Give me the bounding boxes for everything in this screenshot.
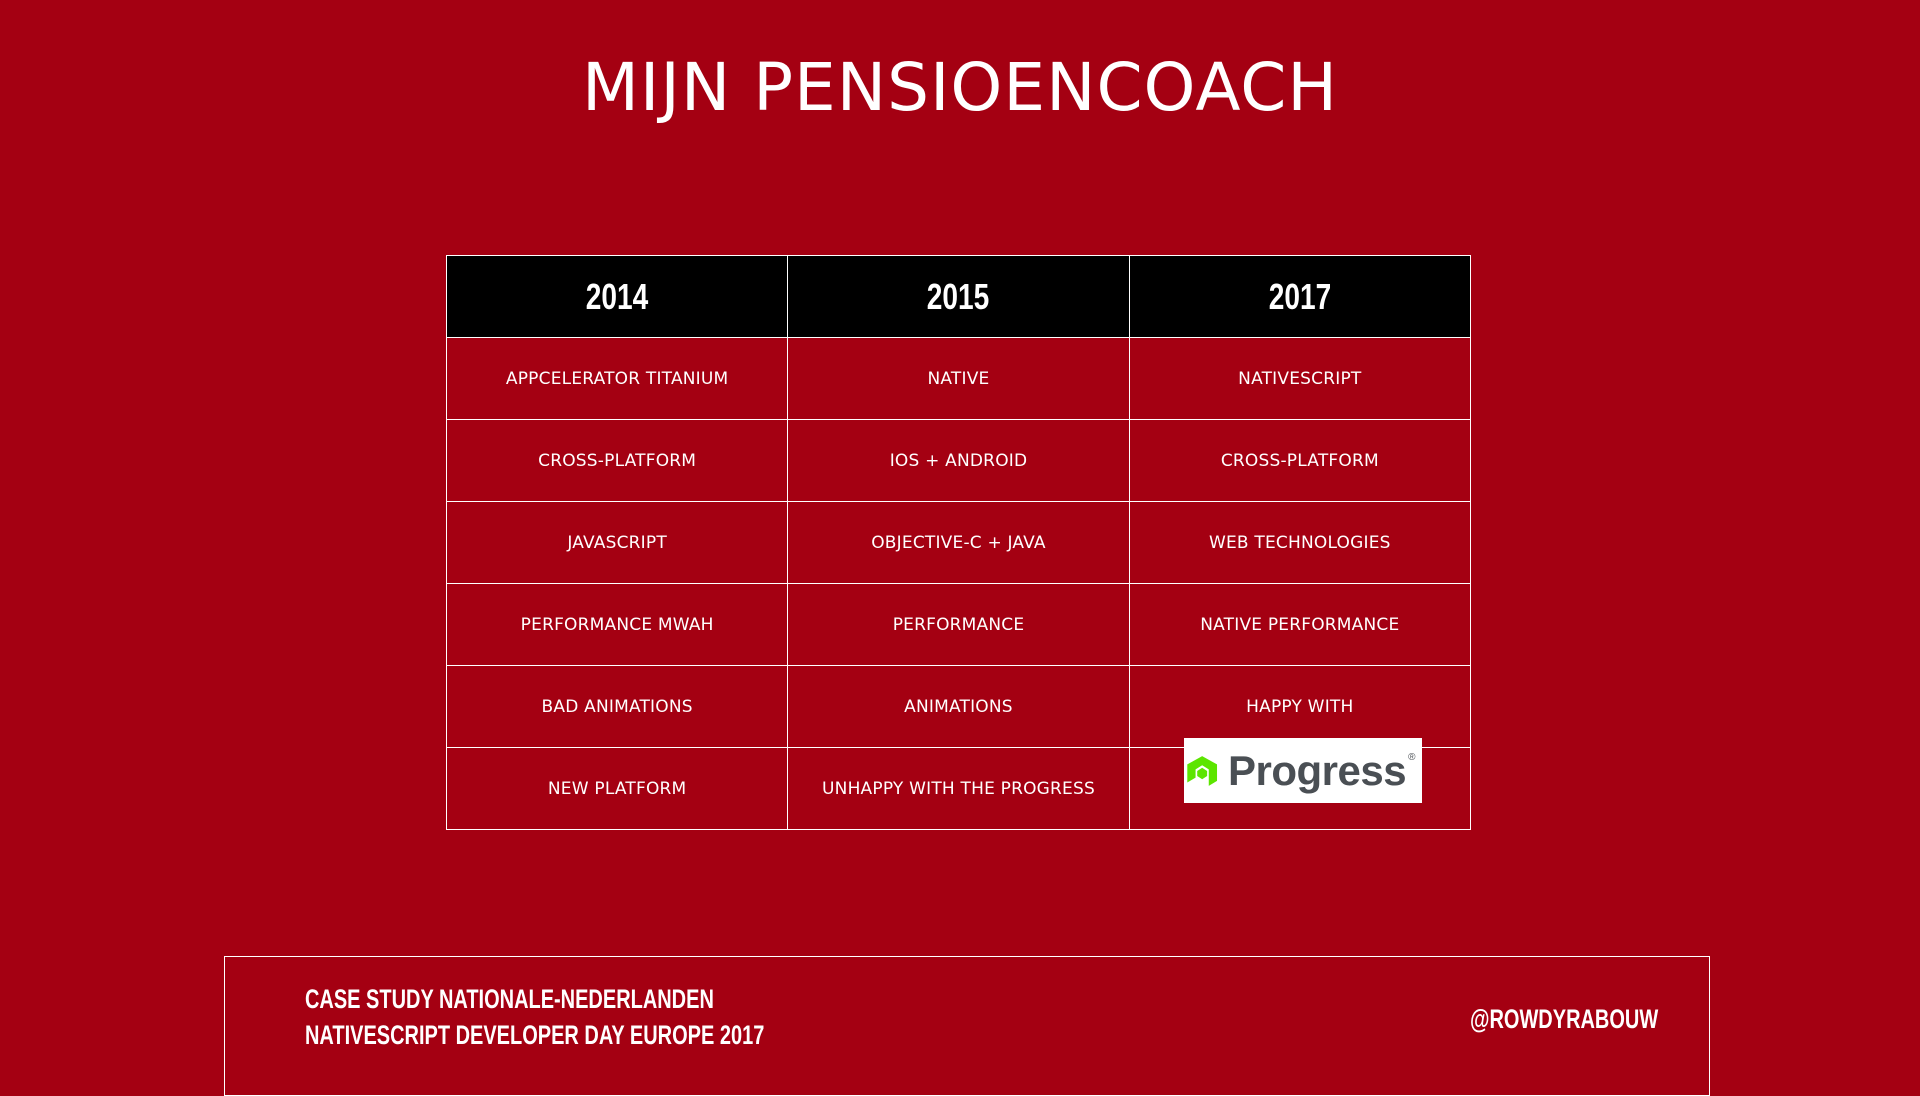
table-cell: APPCELERATOR TITANIUM <box>447 338 788 420</box>
table-row <box>447 748 1471 830</box>
table-cell: IOS + ANDROID <box>788 420 1129 502</box>
header-year-1: 2014 <box>447 256 788 338</box>
table-cell: NATIVESCRIPT <box>1129 338 1470 420</box>
registered-mark: ® <box>1408 752 1416 763</box>
footer-event: NATIVESCRIPT DEVELOPER DAY EUROPE 2017 <box>305 1020 765 1050</box>
progress-logo-icon <box>1184 749 1220 793</box>
progress-logo <box>1184 738 1422 803</box>
header-year-3: 2017 <box>1129 256 1470 338</box>
table-row <box>447 420 1471 502</box>
table-cell: UNHAPPY WITH THE PROGRESS <box>788 748 1129 830</box>
progress-logo-wordmark: Progress <box>1227 746 1407 794</box>
table-cell: BAD ANIMATIONS <box>447 666 788 748</box>
table-cell: NEW PLATFORM <box>447 748 788 830</box>
progress-logo-cell <box>1129 748 1470 830</box>
table-header-row <box>447 256 1471 338</box>
header-year-2: 2015 <box>788 256 1129 338</box>
table-row <box>447 502 1471 584</box>
comparison-table <box>446 255 1471 830</box>
table-cell: PERFORMANCE MWAH <box>447 584 788 666</box>
footer-case-study: CASE STUDY NATIONALE-NEDERLANDEN <box>305 984 714 1014</box>
table-row <box>447 666 1471 748</box>
slide-title: MIJN PENSIOENCOACH <box>581 49 1339 126</box>
table-cell: PERFORMANCE <box>788 584 1129 666</box>
table-cell: CROSS-PLATFORM <box>447 420 788 502</box>
table-cell: JAVASCRIPT <box>447 502 788 584</box>
table-cell: ANIMATIONS <box>788 666 1129 748</box>
table-cell: WEB TECHNOLOGIES <box>1129 502 1470 584</box>
table-row <box>447 584 1471 666</box>
table-cell: HAPPY WITH <box>1129 666 1470 748</box>
table-cell: CROSS-PLATFORM <box>1129 420 1470 502</box>
table-cell: OBJECTIVE-C + JAVA <box>788 502 1129 584</box>
table-cell: NATIVE <box>788 338 1129 420</box>
footer-twitter-handle: @ROWDYRABOUW <box>1470 1004 1659 1034</box>
table-row <box>447 338 1471 420</box>
table-cell: NATIVE PERFORMANCE <box>1129 584 1470 666</box>
